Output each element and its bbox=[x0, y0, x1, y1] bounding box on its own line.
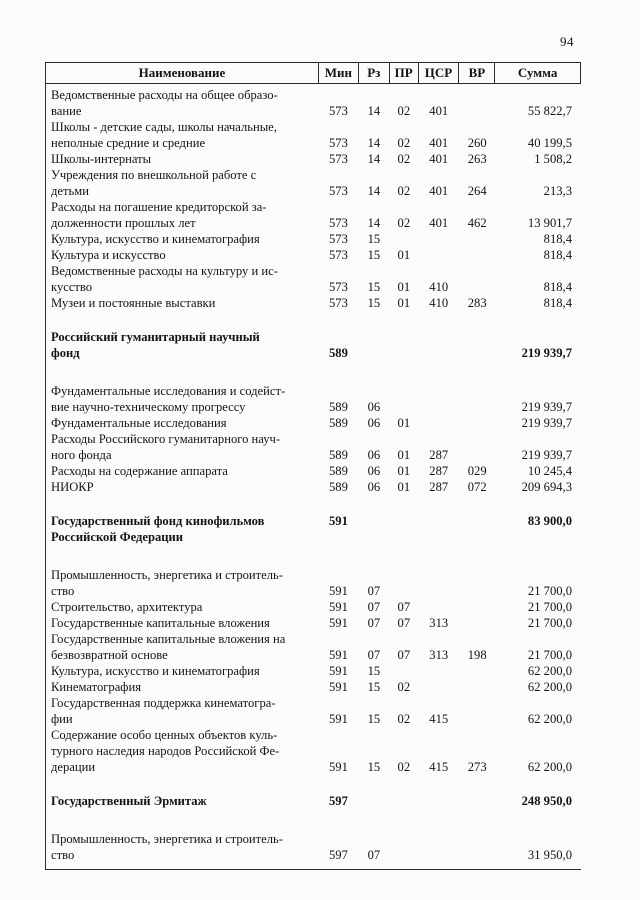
cell-pr: 01 bbox=[397, 416, 411, 430]
cell-rz: 07 bbox=[367, 584, 381, 598]
table-row bbox=[46, 431, 581, 463]
cell-sum: 209 694,3 bbox=[521, 480, 572, 494]
cell-vr: 260 bbox=[467, 136, 487, 150]
cell-min: 573 bbox=[329, 104, 348, 118]
cell-vr: 273 bbox=[467, 760, 487, 774]
cell-rz: 15 bbox=[367, 296, 381, 310]
cell-csr: 415 bbox=[429, 760, 449, 774]
cell-min: 573 bbox=[329, 280, 348, 294]
cell-min: 591 bbox=[329, 680, 348, 694]
cell-sum: 83 900,0 bbox=[527, 514, 572, 528]
cell-min: 589 bbox=[329, 416, 348, 430]
cell-min: 591 bbox=[329, 514, 348, 528]
row-name: Российский гуманитарный научный фонд bbox=[51, 330, 260, 360]
col-header-csr: ЦСР bbox=[418, 63, 459, 83]
cell-min: 591 bbox=[329, 648, 348, 662]
table-row bbox=[46, 831, 581, 863]
cell-pr: 02 bbox=[397, 680, 411, 694]
cell-csr: 401 bbox=[429, 104, 449, 118]
col-header-sum: Сумма bbox=[494, 63, 580, 83]
cell-pr: 01 bbox=[397, 248, 411, 262]
table-row bbox=[46, 663, 581, 679]
cell-pr: 02 bbox=[397, 216, 411, 230]
row-name: Государственные капитальные вложения bbox=[51, 616, 270, 630]
cell-csr: 401 bbox=[429, 152, 449, 166]
cell-pr: 02 bbox=[397, 152, 411, 166]
cell-sum: 62 200,0 bbox=[527, 664, 572, 678]
row-name: Расходы Российского гуманитарного науч- ного фонда bbox=[51, 432, 281, 462]
cell-sum: 219 939,7 bbox=[521, 400, 572, 414]
row-name: Фундаментальные исследования и содейст- вие научно-техническому прогрессу bbox=[51, 384, 286, 414]
cell-csr: 410 bbox=[429, 280, 449, 294]
cell-rz: 06 bbox=[367, 448, 381, 462]
cell-pr: 01 bbox=[397, 296, 411, 310]
row-name: Расходы на погашение кредиторской за- долженности прошлых лет bbox=[51, 200, 267, 230]
cell-min: 591 bbox=[329, 664, 348, 678]
table-row bbox=[46, 463, 581, 479]
cell-min: 591 bbox=[329, 712, 348, 726]
cell-csr: 410 bbox=[429, 296, 449, 310]
cell-csr: 313 bbox=[429, 616, 449, 630]
table-row bbox=[46, 87, 581, 119]
cell-sum: 55 822,7 bbox=[527, 104, 572, 118]
cell-min: 591 bbox=[329, 584, 348, 598]
table-row bbox=[46, 631, 581, 663]
cell-csr: 287 bbox=[429, 464, 449, 478]
table-row bbox=[46, 247, 581, 263]
cell-pr: 01 bbox=[397, 480, 411, 494]
cell-csr: 401 bbox=[429, 184, 449, 198]
cell-rz: 15 bbox=[367, 664, 381, 678]
cell-sum: 31 950,0 bbox=[527, 848, 572, 862]
cell-sum: 21 700,0 bbox=[527, 616, 572, 630]
table-row bbox=[46, 679, 581, 695]
row-name: Строительство, архитектура bbox=[51, 600, 203, 614]
cell-rz: 07 bbox=[367, 848, 381, 862]
row-name: Содержание особо ценных объектов куль- турного наследия народов Российской Фе- дерации bbox=[51, 728, 280, 774]
cell-rz: 07 bbox=[367, 648, 381, 662]
cell-csr: 287 bbox=[429, 448, 449, 462]
table-row bbox=[46, 199, 581, 231]
cell-min: 591 bbox=[329, 616, 348, 630]
cell-vr: 072 bbox=[467, 480, 487, 494]
row-name: Культура, искусство и кинематография bbox=[51, 664, 260, 678]
row-name: Школы - детские сады, школы начальные, неполные средние и средние bbox=[51, 120, 277, 150]
col-header-rz: Рз bbox=[358, 63, 389, 83]
row-name: Государственная поддержка кинематогра- фии bbox=[51, 696, 276, 726]
row-name: Музеи и постоянные выставки bbox=[51, 296, 216, 310]
cell-pr: 01 bbox=[397, 448, 411, 462]
cell-min: 589 bbox=[329, 480, 348, 494]
row-name: Государственный фонд кинофильмов Российской Федерации bbox=[51, 514, 265, 544]
table-row bbox=[46, 513, 581, 545]
table-row bbox=[46, 599, 581, 615]
cell-min: 573 bbox=[329, 296, 348, 310]
row-name: Ведомственные расходы на общее образо- вание bbox=[51, 88, 278, 118]
cell-csr: 287 bbox=[429, 480, 449, 494]
cell-sum: 21 700,0 bbox=[527, 584, 572, 598]
cell-rz: 14 bbox=[367, 104, 381, 118]
cell-min: 573 bbox=[329, 248, 348, 262]
cell-pr: 02 bbox=[397, 712, 411, 726]
row-name: Кинематография bbox=[51, 680, 141, 694]
table-row bbox=[46, 263, 581, 295]
col-header-name: Наименование bbox=[138, 65, 226, 80]
cell-rz: 15 bbox=[367, 712, 381, 726]
table-row bbox=[46, 231, 581, 247]
cell-sum: 818,4 bbox=[543, 232, 572, 246]
cell-sum: 818,4 bbox=[543, 296, 572, 310]
cell-rz: 07 bbox=[367, 600, 381, 614]
table-row bbox=[46, 567, 581, 599]
cell-sum: 13 901,7 bbox=[527, 216, 572, 230]
table-row bbox=[46, 295, 581, 311]
cell-sum: 219 939,7 bbox=[521, 416, 572, 430]
cell-min: 589 bbox=[329, 448, 348, 462]
cell-sum: 818,4 bbox=[543, 280, 572, 294]
table-body bbox=[46, 84, 581, 869]
cell-vr: 264 bbox=[467, 184, 487, 198]
cell-csr: 401 bbox=[429, 216, 449, 230]
cell-min: 573 bbox=[329, 232, 348, 246]
cell-min: 573 bbox=[329, 184, 348, 198]
cell-pr: 02 bbox=[397, 760, 411, 774]
cell-vr: 029 bbox=[467, 464, 487, 478]
cell-sum: 10 245,4 bbox=[527, 464, 572, 478]
cell-vr: 263 bbox=[467, 152, 487, 166]
table-row bbox=[46, 415, 581, 431]
cell-min: 573 bbox=[329, 216, 348, 230]
table-row bbox=[46, 167, 581, 199]
cell-min: 589 bbox=[329, 400, 348, 414]
table-row bbox=[46, 329, 581, 361]
cell-pr: 02 bbox=[397, 104, 411, 118]
cell-rz: 07 bbox=[367, 616, 381, 630]
cell-min: 597 bbox=[329, 794, 348, 808]
row-name: Учреждения по внешкольной работе с детьми bbox=[51, 168, 257, 198]
table-header-row bbox=[46, 62, 581, 84]
cell-sum: 40 199,5 bbox=[527, 136, 572, 150]
cell-sum: 219 939,7 bbox=[521, 346, 572, 360]
table-row bbox=[46, 615, 581, 631]
cell-sum: 219 939,7 bbox=[521, 448, 572, 462]
cell-sum: 62 200,0 bbox=[527, 712, 572, 726]
col-header-pr: ПР bbox=[389, 63, 418, 83]
table-row bbox=[46, 793, 581, 809]
cell-pr: 07 bbox=[397, 616, 411, 630]
row-name: Ведомственные расходы на культуру и ис- кусство bbox=[51, 264, 278, 294]
cell-sum: 248 950,0 bbox=[521, 794, 572, 808]
col-header-min: Мин bbox=[318, 63, 358, 83]
cell-pr: 01 bbox=[397, 280, 411, 294]
row-name: Государственные капитальные вложения на безвозвратной основе bbox=[51, 632, 286, 662]
row-name: Культура и искусство bbox=[51, 248, 166, 262]
cell-min: 591 bbox=[329, 600, 348, 614]
row-name: Промышленность, энергетика и строитель- ство bbox=[51, 832, 283, 862]
row-name: Фундаментальные исследования bbox=[51, 416, 227, 430]
table-row bbox=[46, 119, 581, 151]
row-name: Расходы на содержание аппарата bbox=[51, 464, 228, 478]
cell-min: 589 bbox=[329, 464, 348, 478]
cell-pr: 02 bbox=[397, 184, 411, 198]
cell-pr: 02 bbox=[397, 136, 411, 150]
cell-vr: 198 bbox=[467, 648, 487, 662]
cell-sum: 1 508,2 bbox=[534, 152, 572, 166]
table-row bbox=[46, 151, 581, 167]
cell-vr: 283 bbox=[467, 296, 487, 310]
cell-sum: 62 200,0 bbox=[527, 680, 572, 694]
cell-sum: 818,4 bbox=[543, 248, 572, 262]
cell-min: 573 bbox=[329, 152, 348, 166]
table-row bbox=[46, 479, 581, 495]
cell-csr: 401 bbox=[429, 136, 449, 150]
cell-rz: 15 bbox=[367, 680, 381, 694]
row-name: Культура, искусство и кинематография bbox=[51, 232, 260, 246]
cell-sum: 21 700,0 bbox=[527, 648, 572, 662]
table-row bbox=[46, 727, 581, 775]
col-header-vr: ВР bbox=[458, 63, 494, 83]
cell-rz: 15 bbox=[367, 232, 381, 246]
row-name: Государственный Эрмитаж bbox=[51, 794, 207, 808]
cell-min: 597 bbox=[329, 848, 348, 862]
cell-csr: 415 bbox=[429, 712, 449, 726]
cell-pr: 07 bbox=[397, 600, 411, 614]
table-row bbox=[46, 383, 581, 415]
cell-rz: 15 bbox=[367, 248, 381, 262]
cell-sum: 62 200,0 bbox=[527, 760, 572, 774]
row-name: НИОКР bbox=[51, 480, 94, 494]
cell-rz: 15 bbox=[367, 760, 381, 774]
cell-pr: 07 bbox=[397, 648, 411, 662]
row-name: Промышленность, энергетика и строитель- ство bbox=[51, 568, 283, 598]
budget-table bbox=[45, 62, 581, 870]
cell-min: 573 bbox=[329, 136, 348, 150]
cell-rz: 14 bbox=[367, 136, 381, 150]
cell-rz: 14 bbox=[367, 152, 381, 166]
cell-pr: 01 bbox=[397, 464, 411, 478]
page-number: 94 bbox=[560, 34, 574, 49]
cell-sum: 213,3 bbox=[543, 184, 572, 198]
cell-min: 589 bbox=[329, 346, 348, 360]
cell-rz: 06 bbox=[367, 400, 381, 414]
table-row bbox=[46, 695, 581, 727]
cell-rz: 14 bbox=[367, 216, 381, 230]
cell-rz: 06 bbox=[367, 416, 381, 430]
cell-rz: 15 bbox=[367, 280, 381, 294]
cell-rz: 06 bbox=[367, 480, 381, 494]
cell-rz: 14 bbox=[367, 184, 381, 198]
cell-csr: 313 bbox=[429, 648, 449, 662]
cell-min: 591 bbox=[329, 760, 348, 774]
row-name: Школы-интернаты bbox=[51, 152, 152, 166]
cell-rz: 06 bbox=[367, 464, 381, 478]
cell-vr: 462 bbox=[467, 216, 487, 230]
cell-sum: 21 700,0 bbox=[527, 600, 572, 614]
